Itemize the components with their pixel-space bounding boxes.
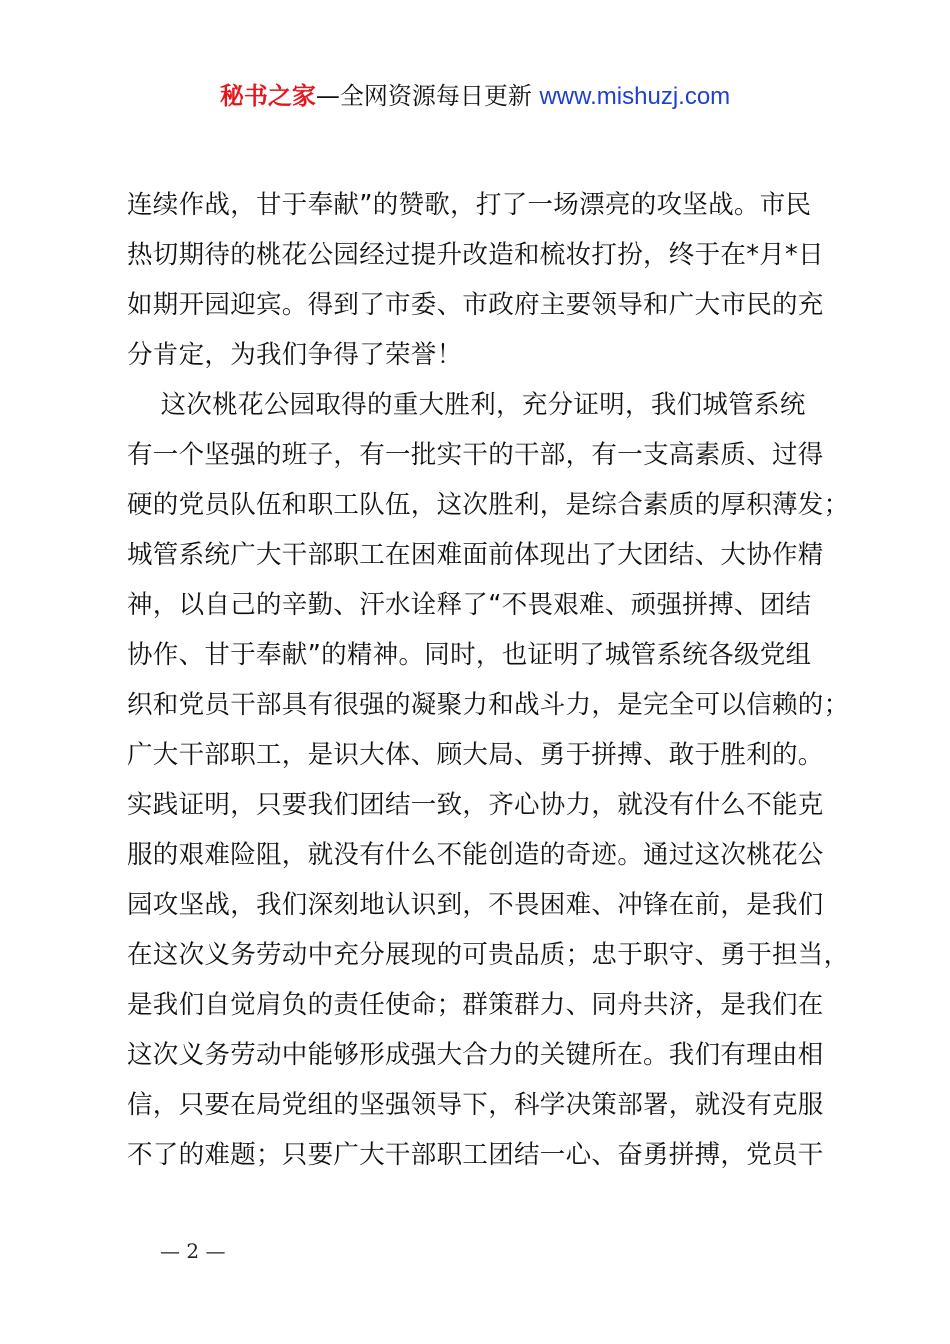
text-line: 广大干部职工，是识大体、顾大局、勇于拼搏、敢于胜利的。 [127, 740, 824, 770]
text-line: 织和党员干部具有很强的凝聚力和战斗力，是完全可以信赖的； [127, 690, 850, 720]
text-line: 如期开园迎宾。得到了市委、市政府主要领导和广大市民的充 [127, 290, 824, 320]
header-tagline: —全网资源每日更新 [315, 82, 532, 110]
text-line: 神，以自己的辛勤、汗水诠释了“不畏艰难、顽强拼搏、团结 [127, 590, 812, 620]
text-line: 连续作战，甘于奉献”的赞歌，打了一场漂亮的攻坚战。市民 [127, 190, 812, 220]
page-number: — 2 — [160, 1239, 226, 1263]
website-link[interactable]: www.mishuzj.com [539, 83, 731, 110]
text-line: 分肯定，为我们争得了荣誉！ [127, 340, 463, 370]
text-line: 信，只要在局党组的坚强领导下，科学决策部署，就没有克服 [127, 1090, 824, 1120]
text-line: 这次义务劳动中能够形成强大合力的关键所在。我们有理由相 [127, 1040, 824, 1070]
brand-name: 秘书之家 [219, 82, 316, 110]
text-line: 硬的党员队伍和职工队伍，这次胜利，是综合素质的厚积薄发； [127, 490, 850, 520]
text-line: 热切期待的桃花公园经过提升改造和梳妆打扮，终于在*月*日 [127, 240, 824, 270]
text-line: 不了的难题；只要广大干部职工团结一心、奋勇拼搏，党员干 [127, 1140, 824, 1170]
text-line: 协作、甘于奉献”的精神。同时，也证明了城管系统各级党组 [127, 640, 812, 670]
text-line: 服的艰难险阻，就没有什么不能创造的奇迹。通过这次桃花公 [127, 840, 824, 870]
text-line: 园攻坚战，我们深刻地认识到，不畏困难、冲锋在前，是我们 [127, 890, 824, 920]
text-line: 在这次义务劳动中充分展现的可贵品质；忠于职守、勇于担当， [127, 940, 850, 970]
text-line: 城管系统广大干部职工在困难面前体现出了大团结、大协作精 [127, 540, 824, 570]
text-line: 有一个坚强的班子，有一批实干的干部，有一支高素质、过得 [127, 440, 824, 470]
page-header [0, 80, 950, 113]
text-line: 是我们自觉肩负的责任使命；群策群力、同舟共济，是我们在 [127, 990, 824, 1020]
text-line: 实践证明，只要我们团结一致，齐心协力，就没有什么不能克 [127, 790, 824, 820]
text-line: 这次桃花公园取得的重大胜利，充分证明，我们城管系统 [127, 390, 806, 420]
document-body [127, 180, 857, 1180]
